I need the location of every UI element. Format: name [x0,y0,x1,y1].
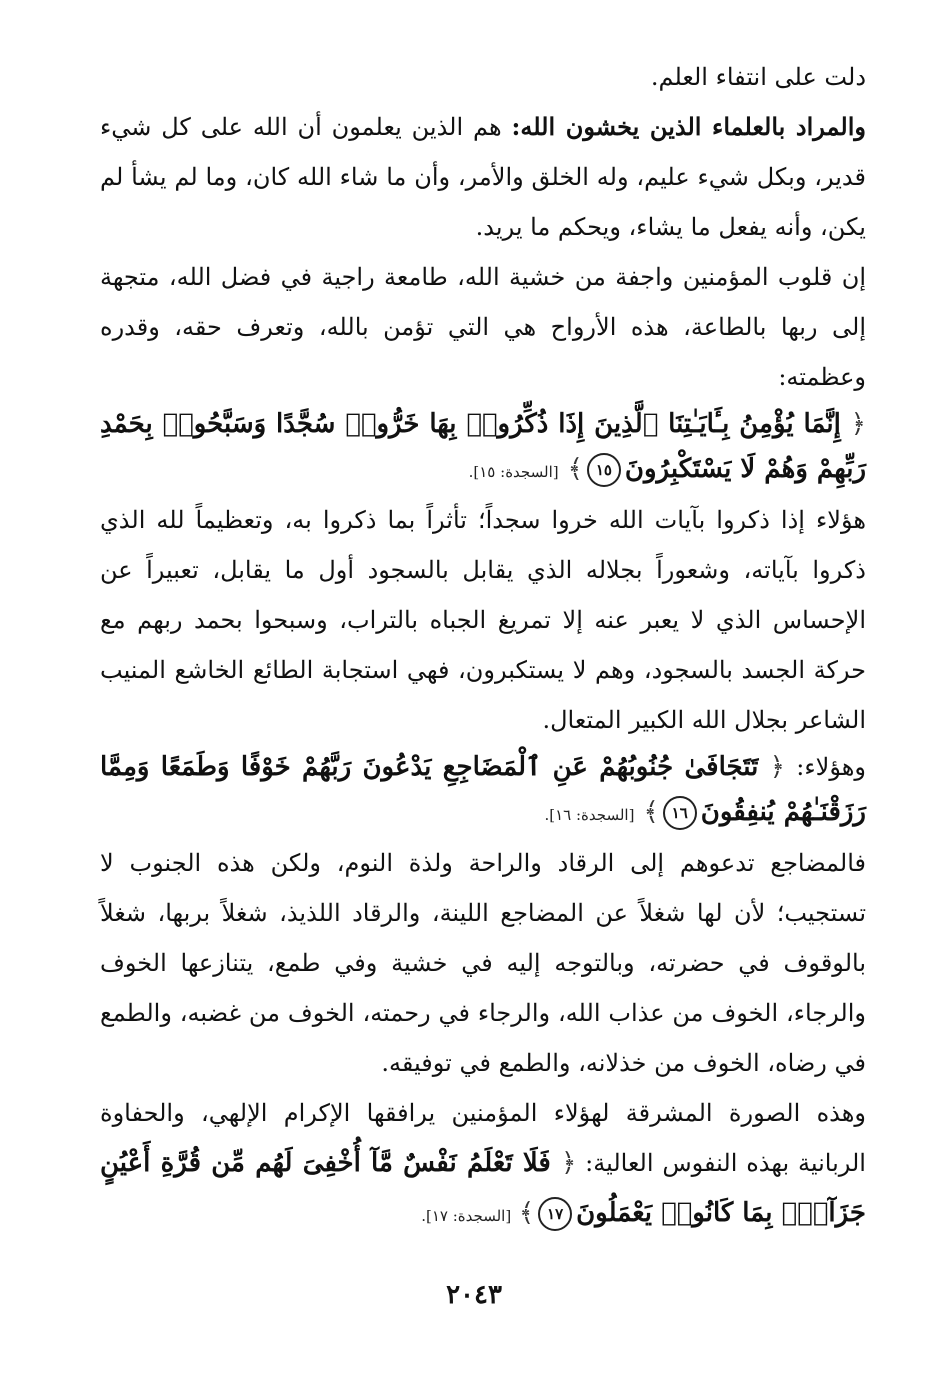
quran-verse-15 [100,402,866,495]
paragraph-lead: والمراد بالعلماء الذين يخشون الله: [511,112,866,141]
verse-reference: [السجدة: ١٦]. [544,806,635,824]
verse-open-bracket: ﴿ [769,752,785,782]
paragraph-text: هم الذين يعلمون أن الله على كل شيء قدير، وبكل شيء عليم، وله الخلق والأمر، وأن ما شاء الله كان، وما لم يشأ لم يكن، وأنه يفعل ما يشاء، ويحكم ما يريد. [100,113,866,241]
paragraph-beds: فالمضاجع تدعوهم إلى الرقاد والراحة ولذة النوم، ولكن هذه الجنوب لا تستجيب؛ لأن لها شغلاً عن المضاجع اللينة، والرقاد اللذيذ، شغلاً بربها، شغلاً بالوقوف في حضرته، وبالتوجه إليه في خشية وفي طمع، يتنازعها الخوف والرجاء، الخوف من عذاب الله، والرجاء في رحمته، الخوف من غضبه، والطمع في رضاه، الخوف من خذلانه، والطمع في توفيقه. [100,849,866,1077]
verse-close-bracket: ﴾ [567,454,583,484]
paragraph-hearts: إن قلوب المؤمنين واجفة من خشية الله، طامعة راجية في فضل الله، متجهة إلى ربها بالطاعة، هذه الأرواح هي التي تؤمن بالله، وتعرف حقه، وقدره وعظمته: [100,263,866,391]
verse-close-bracket: ﴾ [518,1198,535,1228]
quran-verse-16 [100,745,866,838]
paragraph-lead-in: وهؤلاء: [796,753,866,781]
ayah-number-medallion: ١٧ [538,1197,572,1231]
paragraph-scholars [100,102,866,252]
page-number: ٢٠٤٣ [446,1280,502,1310]
verse-reference: [السجدة: ١٥]. [468,463,559,481]
verse-text: إِنَّمَا يُؤْمِنُ بِـَٔايَـٰتِنَا ٱلَّذِينَ إِذَا ذُكِّرُوا۟ بِهَا خَرُّوا۟ سُجَّدًا وَسَبَّحُوا۟ بِحَمْدِ رَبِّهِمْ وَهُمْ لَا يَسْتَكْبِرُونَ [100,409,866,484]
verse-text: فَلَا تَعْلَمُ نَفْسٌ مَّآ أُخْفِىَ لَهُم مِّن قُرَّةِ أَعْيُنٍ جَزَآءًۢ بِمَا كَانُوا۟ يَعْمَلُونَ [100,1148,866,1228]
ayah-number-medallion: ١٦ [663,796,697,830]
verse-open-bracket: ﴿ [850,409,866,439]
verse-text: تَتَجَافَىٰ جُنُوبُهُمْ عَنِ ٱلْمَضَاجِعِ يَدْعُونَ رَبَّهُمْ خَوْفًا وَطَمَعًا وَمِمَّا رَزَقْنَـٰهُمْ يُنفِقُونَ [100,752,866,827]
paragraph-text: وهذه الصورة المشرقة لهؤلاء المؤمنين يرافقها الإكرام الإلهي، والحفاوة الربانية بهذه النفوس العالية: [100,1099,866,1177]
paragraph-intro: دلت على انتفاء العلم. [650,63,866,91]
verse-open-bracket: ﴿ [561,1148,577,1178]
paragraph-honor [100,1088,866,1241]
verse-close-bracket: ﴾ [643,797,659,827]
paragraph-commentary: هؤلاء إذا ذكروا بآيات الله خروا سجداً؛ تأثراً بما ذكروا به، وتعظيماً لله الذي ذكروا بآياته، وشعوراً بجلاله الذي يقابل بالسجود أول ما يقابل، تعبيراً عن الإحساس الذي لا يعبر عنه إلا تمريغ الجباه بالتراب، وسبحوا بحمد ربهم مع حركة الجسد بالسجود، وهم لا يستكبرون، فهي استجابة الطائع الخاشع المنيب الشاعر بجلال الله الكبير المتعال. [100,506,866,734]
ayah-number-medallion: ١٥ [587,453,621,487]
page-body [100,52,866,1241]
verse-reference: [السجدة: ١٧]. [421,1207,512,1225]
